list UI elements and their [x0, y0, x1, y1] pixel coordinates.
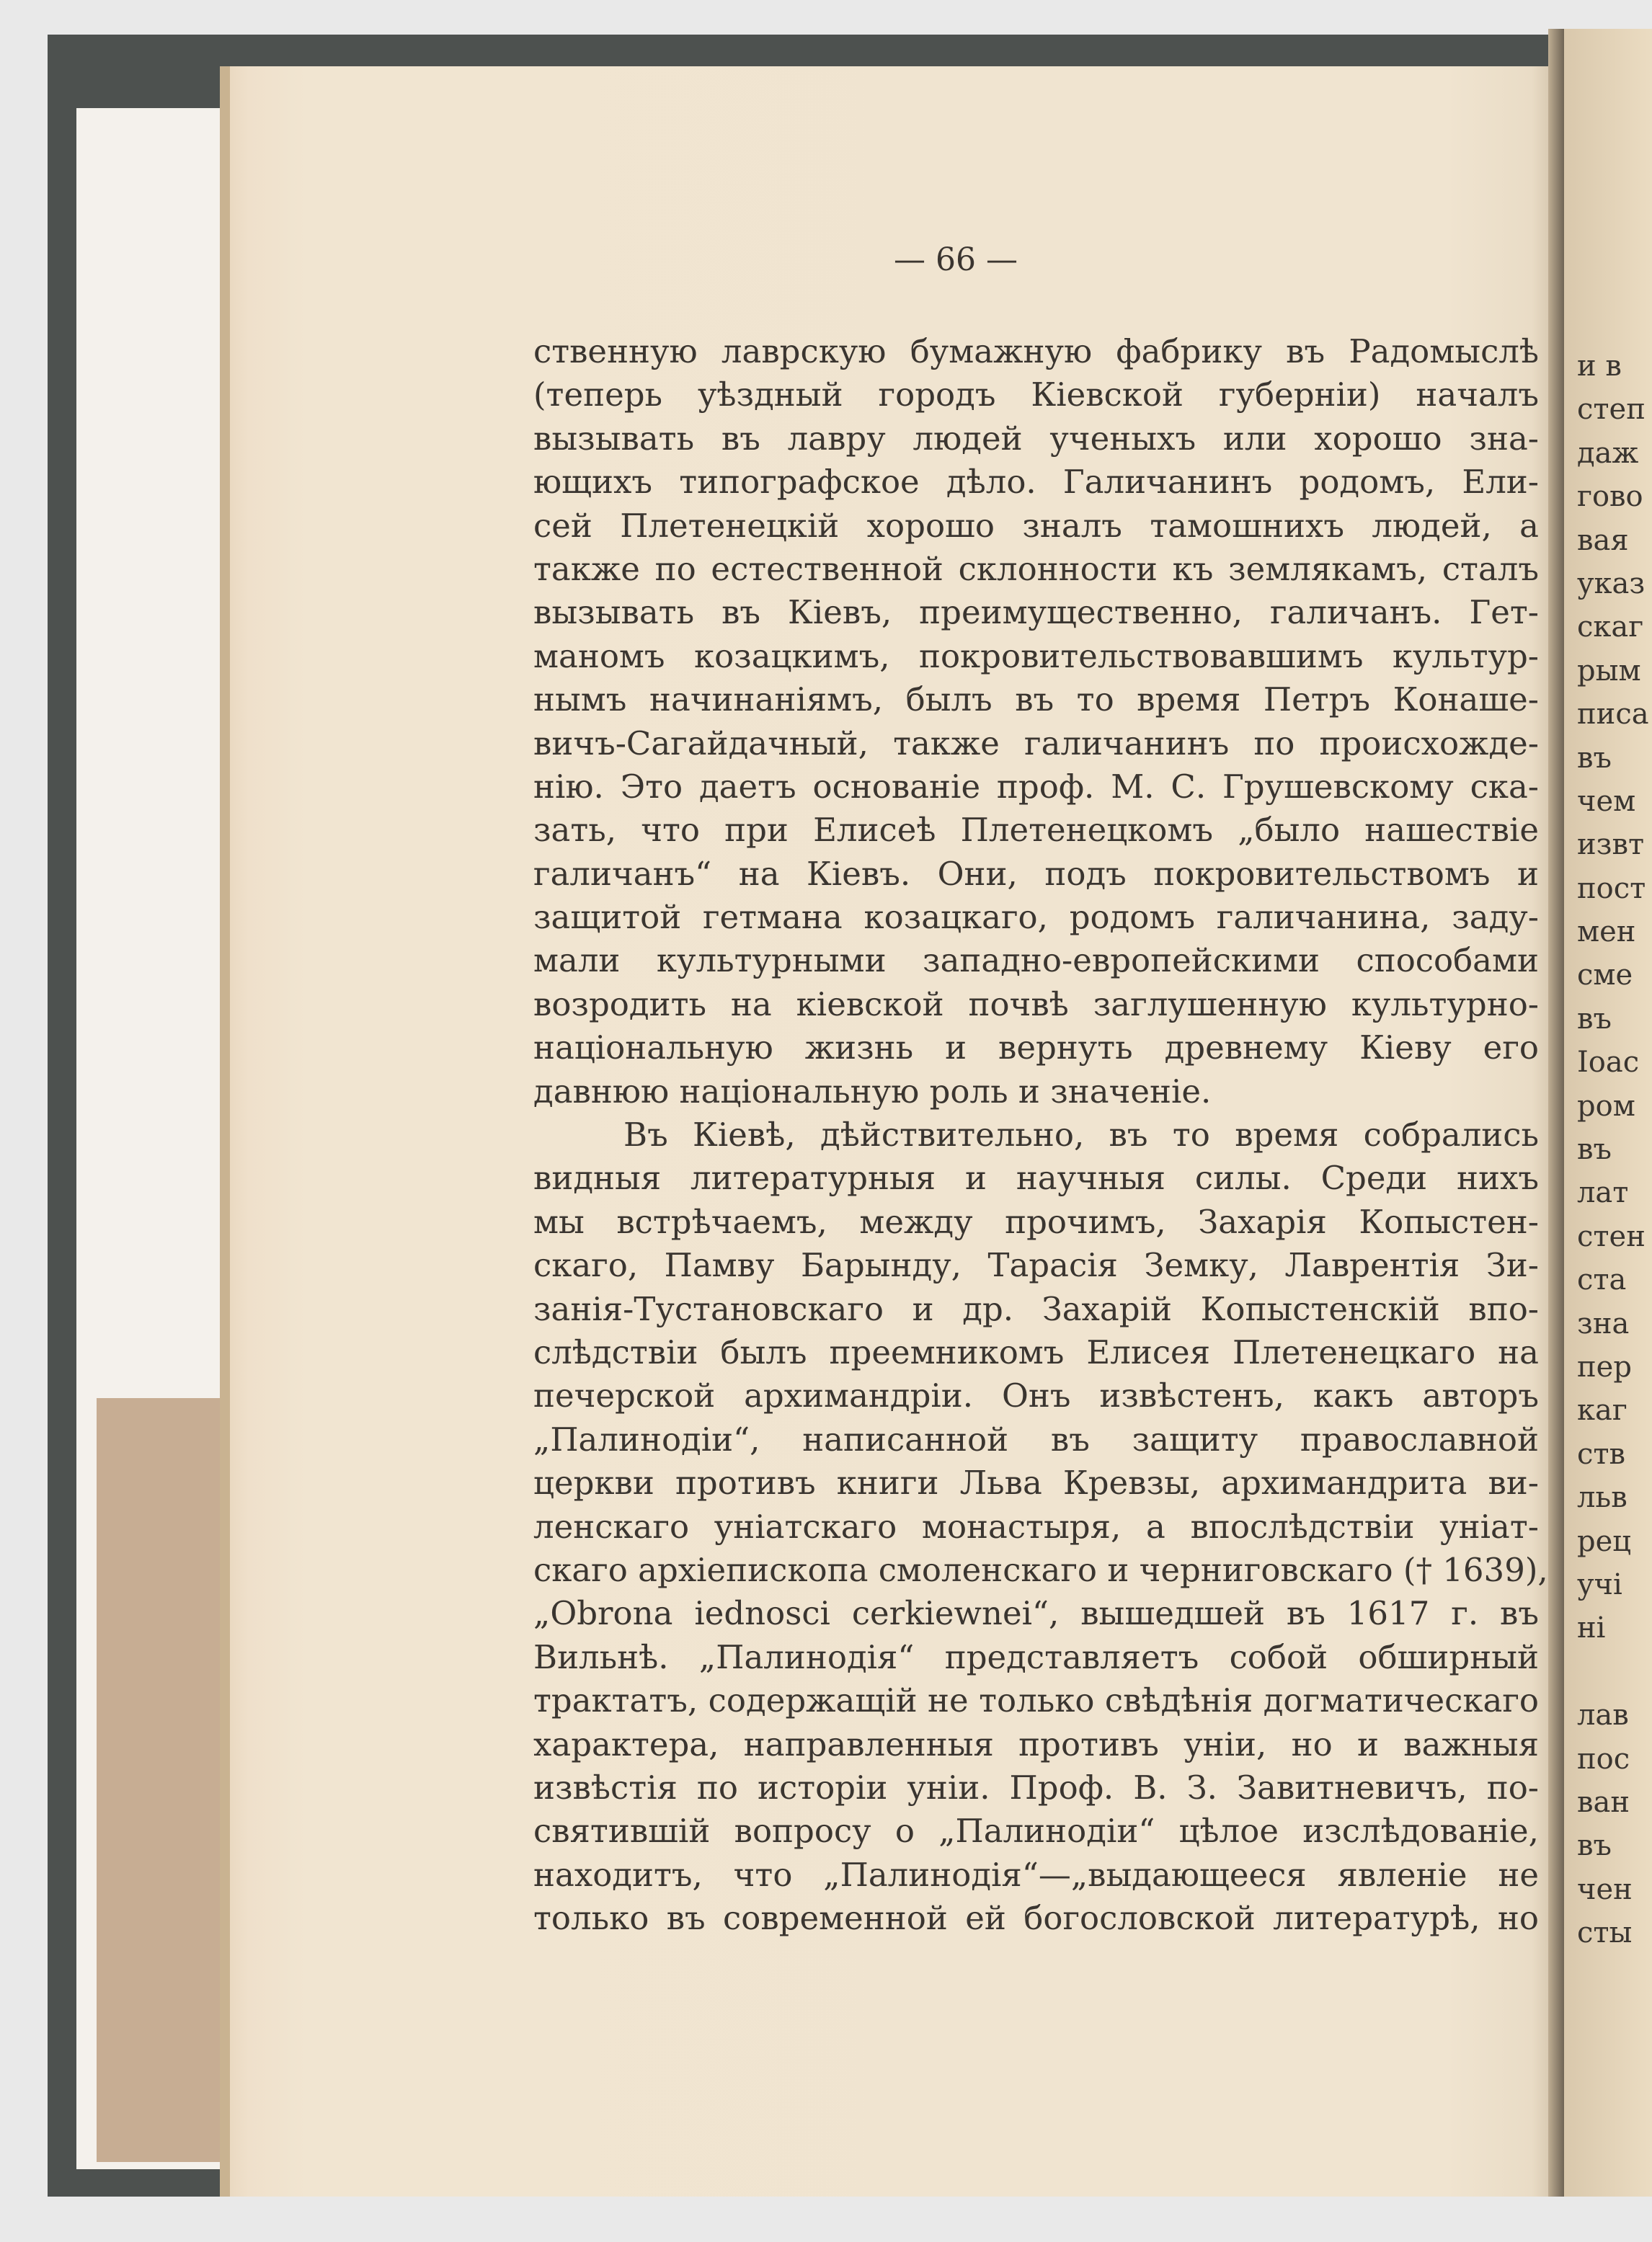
- next-page-fragment: лав: [1577, 1699, 1629, 1732]
- text-line: маномъ козацкимъ, покровительствовавшимъ культур-: [533, 636, 1539, 675]
- scan-color-strip: [97, 1398, 234, 2162]
- next-page-fragment: ств: [1577, 1437, 1626, 1471]
- next-page-fragment: и в: [1577, 350, 1622, 383]
- next-page-fragment: гово: [1577, 480, 1643, 514]
- next-page-fragment: стен: [1577, 1219, 1646, 1253]
- text-line: церкви противъ книги Льва Кревзы, архимандрита ви-: [533, 1464, 1539, 1503]
- next-page-fragment: писа: [1577, 698, 1649, 731]
- text-line: занія-Тустановскаго и др. Захарій Копыстенскій впо-: [533, 1289, 1539, 1328]
- next-page-fragment: степ: [1577, 393, 1646, 427]
- next-page-fragment: въ: [1577, 1829, 1612, 1863]
- text-line: (теперь уѣздный городъ Кіевской губерніи) началъ: [533, 375, 1539, 414]
- next-page-fragment: ні: [1577, 1611, 1606, 1645]
- text-line: нымъ начинаніямъ, былъ въ то время Петръ Конаше-: [533, 680, 1539, 719]
- text-line: характера, направленныя противъ уніи, но и важныя: [533, 1725, 1539, 1763]
- text-line: печерской архимандріи. Онъ извѣстенъ, какъ авторъ: [533, 1376, 1539, 1415]
- text-line: трактатъ, содержащій не только свѣдѣнія догматическаго: [533, 1681, 1539, 1720]
- next-page-fragment: льв: [1577, 1481, 1627, 1515]
- text-line: „Палинодіи“, написанной въ защиту православной: [533, 1420, 1539, 1459]
- text-line: также по естественной склонности къ землякамъ, сталъ: [533, 549, 1539, 588]
- text-line: ленскаго уніатскаго монастыря, а впослѣдствіи уніат-: [533, 1507, 1539, 1546]
- next-page-fragment: въ: [1577, 1133, 1612, 1167]
- text-line: зать, что при Елисеѣ Плетенецкомъ „было нашествіе: [533, 811, 1539, 850]
- text-line: галичанъ“ на Кіевъ. Они, подъ покровительствомъ и: [533, 854, 1539, 893]
- next-page-fragment: каг: [1577, 1394, 1627, 1428]
- text-line: находитъ, что „Палинодія“—„выдающееся явленіе не: [533, 1855, 1539, 1894]
- next-page-fragment: зна: [1577, 1307, 1630, 1340]
- book-gutter: [1548, 29, 1564, 2197]
- next-page-partial: [1564, 29, 1652, 2197]
- next-page-fragment: чен: [1577, 1872, 1633, 1906]
- page-edge: [220, 66, 230, 2197]
- text-line: сей Плетенецкій хорошо зналъ тамошнихъ людей, а: [533, 506, 1539, 545]
- text-line: видныя литературныя и научныя силы. Среди нихъ: [533, 1159, 1539, 1198]
- text-line: Вильнѣ. „Палинодія“ представляетъ собой обширный: [533, 1637, 1539, 1676]
- next-page-fragment: ста: [1577, 1263, 1627, 1297]
- next-page-fragment: даж: [1577, 436, 1639, 470]
- text-line: національную жизнь и вернуть древнему Кіеву его: [533, 1028, 1539, 1067]
- next-page-fragment: учі: [1577, 1567, 1622, 1601]
- text-line: „Obrona iednosci cerkiewnei“, вышедшей въ 1617 г. въ: [533, 1594, 1539, 1633]
- next-page-fragment: пер: [1577, 1350, 1632, 1384]
- page-number: — 66 —: [894, 241, 1018, 278]
- next-page-fragment: рым: [1577, 654, 1641, 688]
- text-line: слѣдствіи былъ преемникомъ Елисея Плетенецкаго на: [533, 1333, 1539, 1371]
- next-page-fragment: лат: [1577, 1176, 1629, 1210]
- text-line: давнюю національную роль и значеніе.: [533, 1072, 1212, 1111]
- text-line: скаго архіепископа смоленскаго и черниговскаго († 1639),: [533, 1550, 1548, 1589]
- text-line: скаго, Памву Барынду, Тарасія Земку, Лаврентія Зи-: [533, 1246, 1539, 1285]
- next-page-fragment: сты: [1577, 1916, 1633, 1950]
- next-page-fragment: ром: [1577, 1089, 1635, 1123]
- text-line: вичъ-Сагайдачный, также галичанинъ по происхожде-: [533, 724, 1539, 762]
- text-line: мали культурными западно-европейскими способами: [533, 941, 1539, 980]
- next-page-fragment: вая: [1577, 523, 1629, 557]
- text-line: защитой гетмана козацкаго, родомъ галичанина, заду-: [533, 898, 1539, 937]
- text-line: возродить на кіевской почвѣ заглушенную культурно-: [533, 984, 1539, 1023]
- text-line: вызывать въ Кіевъ, преимущественно, галичанъ. Гет-: [533, 593, 1539, 632]
- next-page-fragment: указ: [1577, 566, 1646, 600]
- text-line: только въ современной ей богословской литературѣ, но: [533, 1899, 1539, 1938]
- next-page-fragment: извт: [1577, 828, 1645, 862]
- next-page-fragment: [1564, 1650, 1649, 1694]
- text-line: нію. Это даетъ основаніе проф. М. С. Грушевскому ска-: [533, 767, 1539, 806]
- next-page-fragment: въ: [1577, 1002, 1612, 1036]
- text-line: извѣстія по исторіи уніи. Проф. В. З. Завитневичъ, по-: [533, 1768, 1539, 1807]
- text-line: святившій вопросу о „Палинодіи“ цѣлое изслѣдованіе,: [533, 1812, 1539, 1851]
- text-line: вызывать въ лавру людей ученыхъ или хорошо зна-: [533, 419, 1539, 458]
- next-page-fragment: пос: [1577, 1742, 1630, 1776]
- next-page-fragment: пост: [1577, 871, 1646, 905]
- text-line: мы встрѣчаемъ, между прочимъ, Захарія Копыстен-: [533, 1202, 1539, 1241]
- next-page-fragment: скаг: [1577, 610, 1644, 644]
- page-body-text: [533, 330, 1548, 1940]
- next-page-fragment: въ: [1577, 741, 1612, 775]
- text-line: ственную лаврскую бумажную фабрику въ Радомыслѣ: [533, 332, 1539, 370]
- text-line: ющихъ типографское дѣло. Галичанинъ родомъ, Ели-: [533, 463, 1539, 502]
- next-page-fragment: мен: [1577, 915, 1636, 949]
- next-page-fragment: рец: [1577, 1524, 1631, 1558]
- next-page-fragment: чем: [1577, 784, 1636, 818]
- next-page-fragment: сме: [1577, 958, 1633, 992]
- text-line: Въ Кіевѣ, дѣйствительно, въ то время собрались: [623, 1116, 1539, 1155]
- next-page-fragment: Іоас: [1577, 1046, 1640, 1080]
- next-page-fragment: ван: [1577, 1785, 1630, 1819]
